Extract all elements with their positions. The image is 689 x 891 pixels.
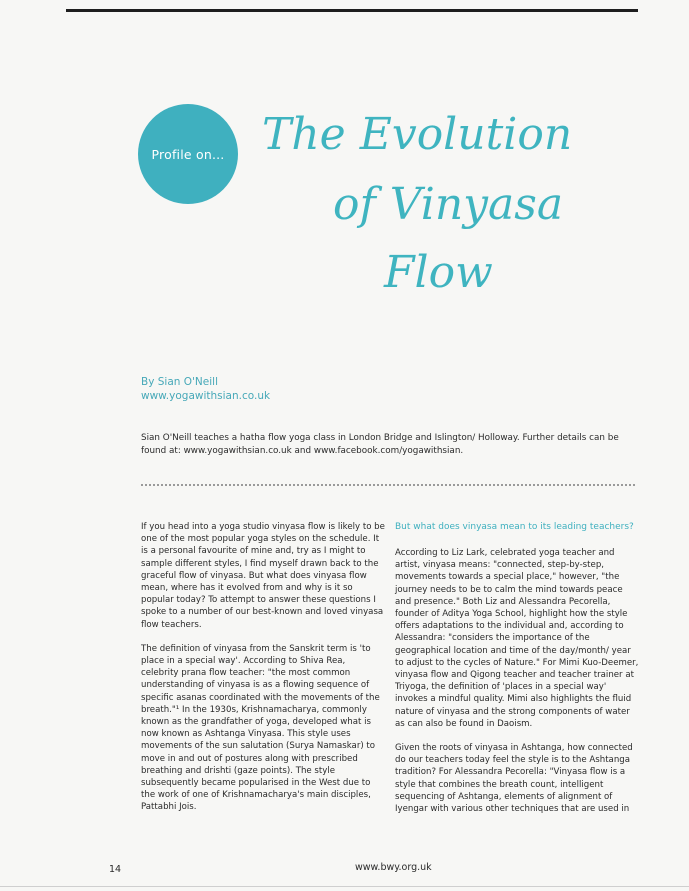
body-paragraph: Given the roots of vinyasa in Ashtanga, how connected do our teachers today feel the style is to the Ashtanga tradition? For Alessandra Pecorella: "Vinyasa flow is a style that combines the breath count, intelligent sequencing of Ashtanga, elements of alignment of Iyengar with various other techniques that are used in [395,743,633,815]
profile-badge [138,104,238,204]
dotted-divider [141,484,635,486]
bottom-rule [0,886,689,887]
title-line-3: Flow [384,247,493,298]
left-column [141,521,385,826]
footer-url[interactable]: www.bwy.org.uk [355,862,432,873]
page-number: 14 [109,864,122,875]
right-column [395,521,639,827]
author-name: By Sian O'Neill [141,376,218,388]
title-line-2: of Vinyasa [333,179,564,230]
byline [141,375,270,403]
title-line-1: The Evolution [262,109,573,160]
body-paragraph: If you head into a yoga studio vinyasa flow is likely to be one of the most popular yoga styles on the schedule. It is a personal favourite of mine and, try as I might to sample different styles, I find myself drawn back to the graceful flow of vinyasa. But what does vinyasa flow mean, where has it evolved from and why is it so popular today? To attempt to answer these questions I spoke to a number of our best-known and loved vinyasa flow teachers. [141,522,385,630]
section-heading: But what does vinyasa mean to its leading teachers? [395,522,634,532]
author-website[interactable]: www.yogawithsian.co.uk [141,390,271,402]
top-rule [66,9,638,12]
author-bio: Sian O'Neill teaches a hatha flow yoga class in London Bridge and Islington/ Holloway. Further details can be found at: www.yogawithsian.co.uk and www.facebook.com/yogawithsian. [141,433,619,456]
body-paragraph: According to Liz Lark, celebrated yoga teacher and artist, vinyasa means: "connected, step-by-step, movements towards a special place," however, "the journey needs to be to calm the mind towards peace and presence." Both Liz and Alessandra Pecorella, founder of Aditya Yoga School, highlight how the style offers adaptations to the individual and, according to Alessandra: "considers the importance of the geographical location and time of the day/month/ year to adjust to the cycles of Nature." For Mimi Kuo-Deemer, vinyasa flow and Qigong teacher and teacher trainer at Triyoga, the definition of 'places in a special way' invokes a mindful quality. Mimi also highlights the fluid nature of vinyasa and the strong components of water as can also be found in Daoism. [395,548,639,729]
badge-text: Profile on... [151,146,225,162]
body-paragraph: The definition of vinyasa from the Sanskrit term is 'to place in a special way'. According to Shiva Rea, celebrity prana flow teacher: "the most common understanding of vinyasa is as a flowing sequence of specific asanas coordinated with the movements of the breath."¹ In the 1930s, Krishnamacharya, commonly known as the grandfather of yoga, developed what is now known as Ashtanga Vinyasa. This style uses movements of the sun salutation (Surya Namaskar) to move in and out of postures along with prescribed breathing and drishti (gaze points). The style subsequently became popularised in the West due to the work of one of Krishnamacharya's main disciples, Pattabhi Jois. [141,643,380,813]
